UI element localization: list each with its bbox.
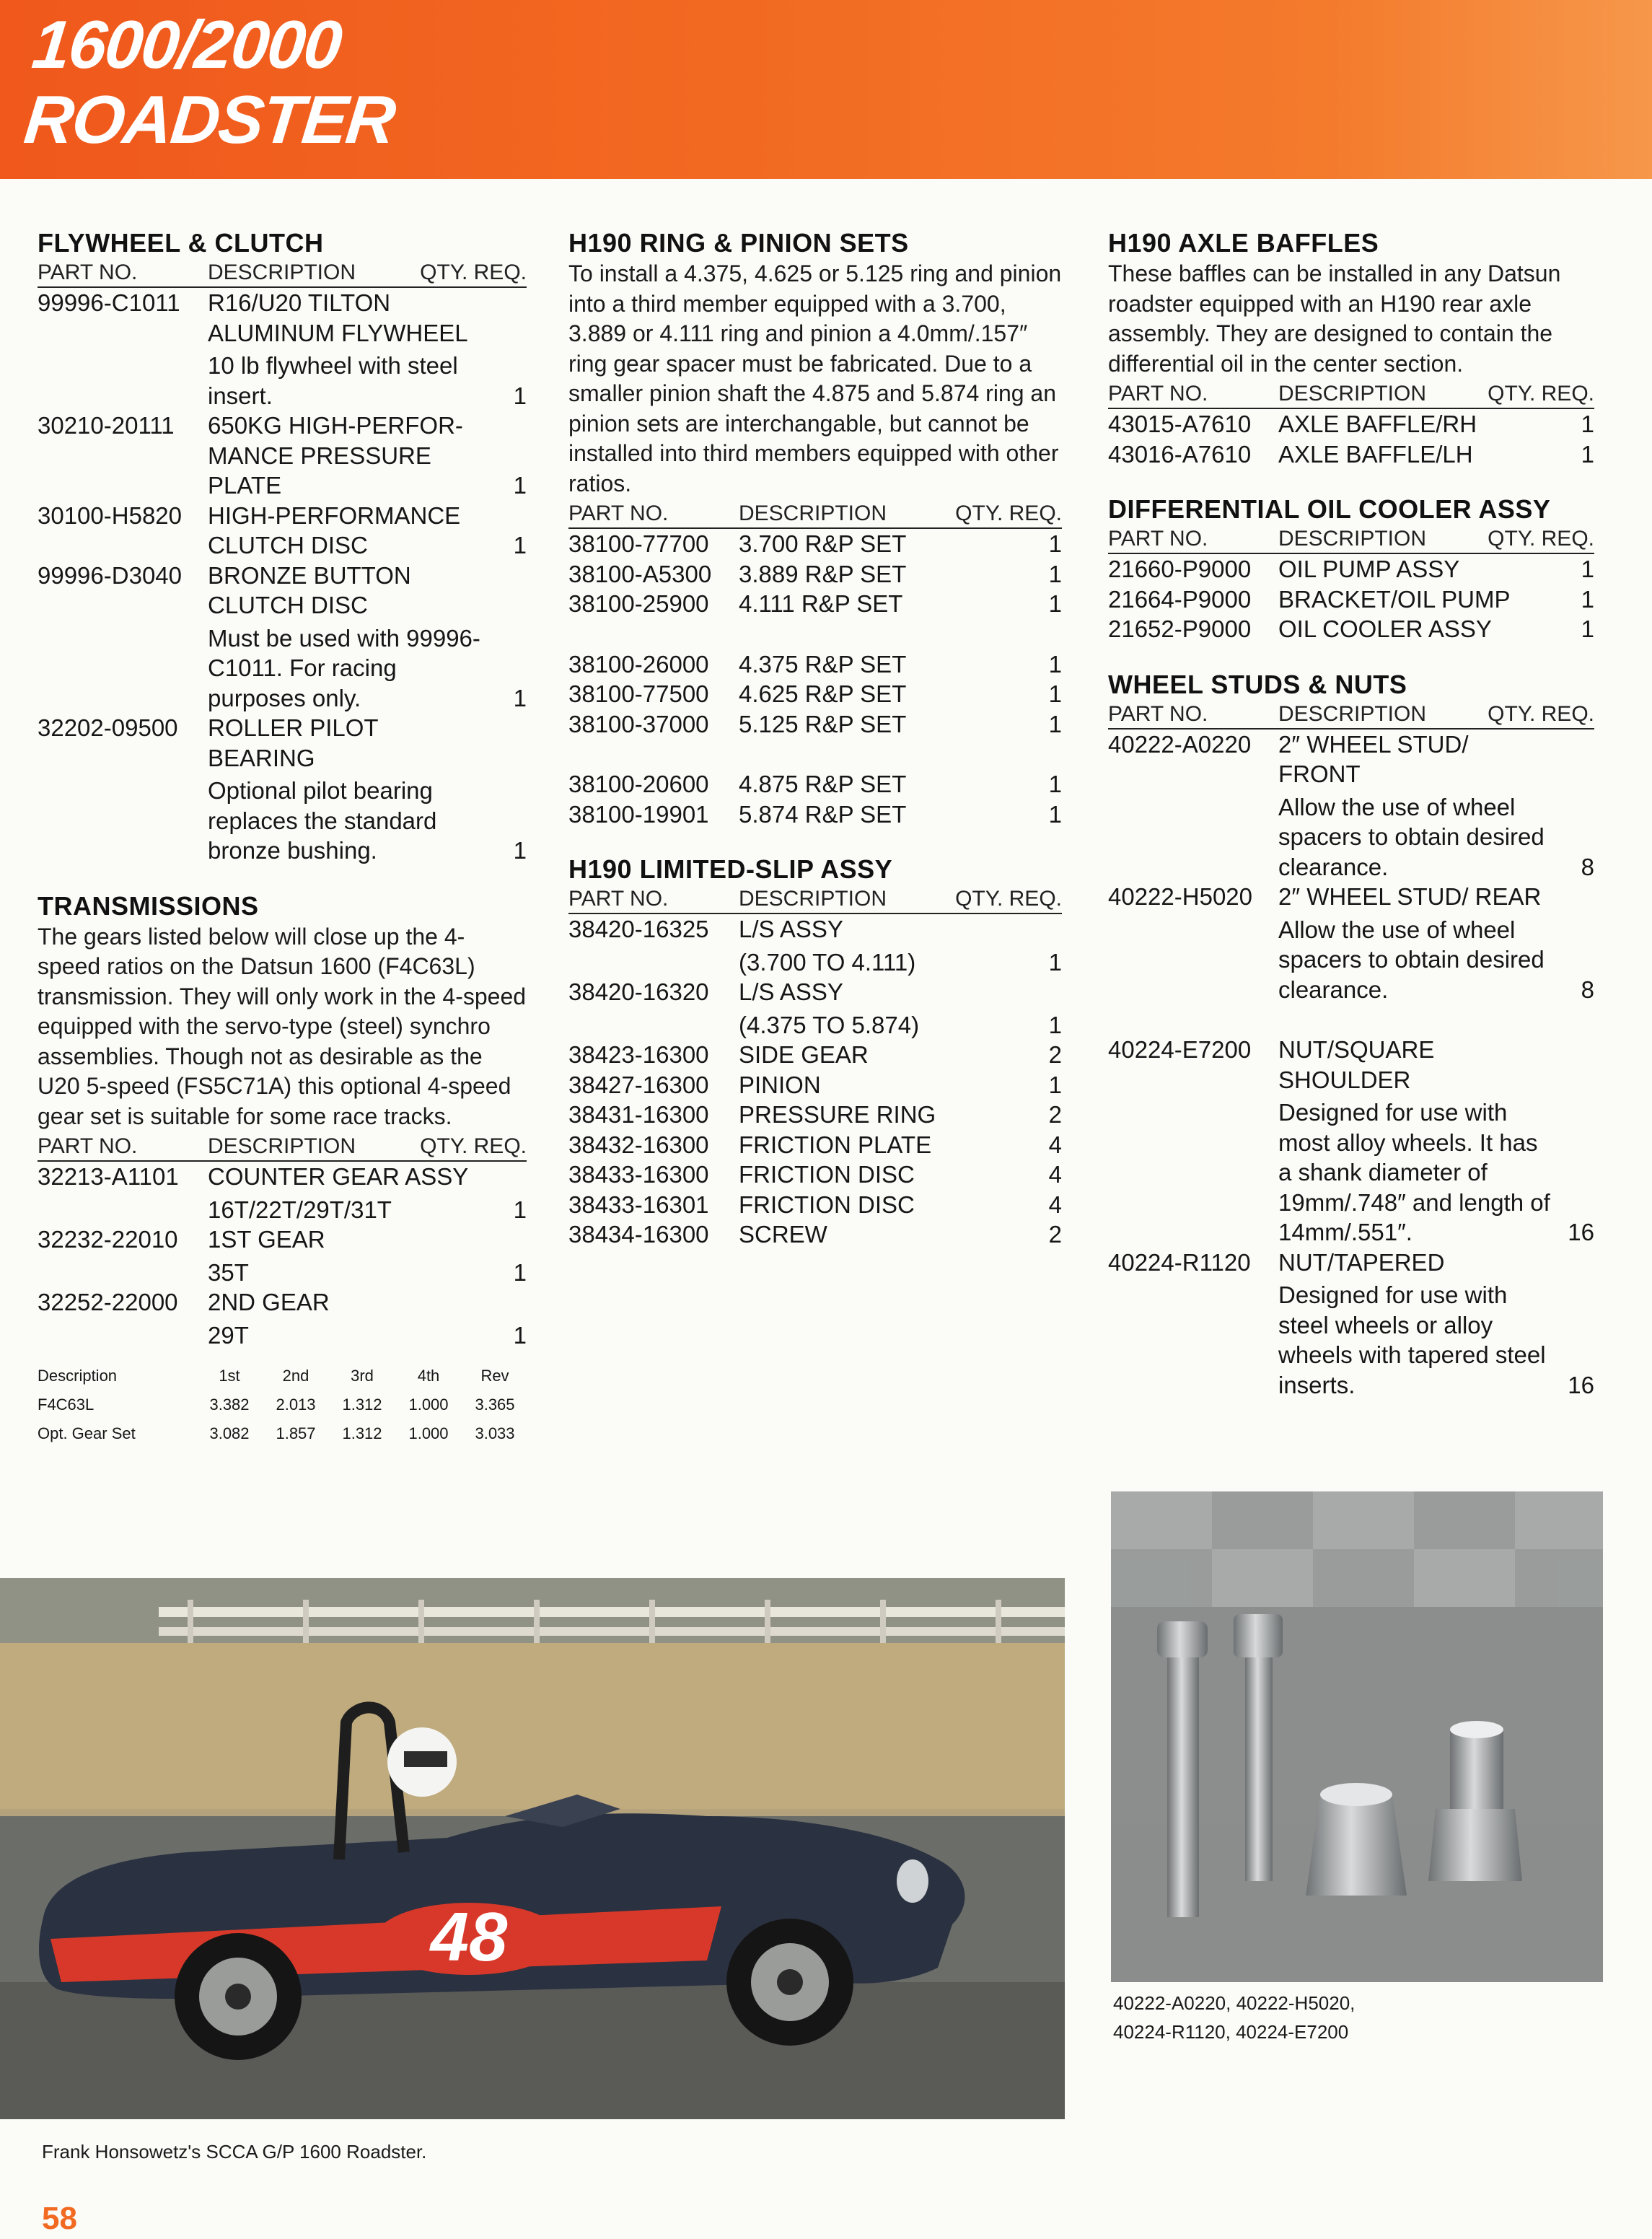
part-description	[1278, 409, 1551, 439]
section-title: H190 RING & PINION SETS	[568, 228, 909, 258]
part-qty: 16	[1568, 1219, 1594, 1245]
part-qty: 1	[1048, 680, 1062, 707]
wheel-studs-caption-line-2: 40224-R1120, 40224-E7200	[1113, 2021, 1349, 2043]
part-qty: 1	[513, 382, 527, 409]
col-description: DESCRIPTION	[739, 501, 887, 525]
page-header-band	[0, 0, 1652, 179]
part-description-text: 5.874 R&P SET	[739, 800, 907, 828]
ratio-cell: 2.013	[276, 1395, 316, 1414]
part-note: Must be used with 99996-C1011. For racing purposes only.	[208, 624, 480, 711]
ratio-cell: F4C63L	[38, 1395, 95, 1414]
part-description	[739, 1219, 1019, 1250]
ratio-cell: 3.082	[209, 1424, 250, 1442]
ratio-header-cell: 1st	[219, 1367, 240, 1385]
part-description	[739, 559, 1019, 590]
part-description-text: L/S ASSY	[739, 978, 843, 1005]
table-header	[1108, 380, 1594, 409]
wheel-studs-illustration	[1111, 1491, 1603, 1982]
part-note: Optional pilot bearing replaces the standard bronze bushing.	[208, 777, 437, 864]
part-qty: 4	[1048, 1161, 1062, 1188]
part-description-text: R16/U20 TILTON ALUMINUM FLYWHEEL	[208, 289, 468, 346]
table-row	[568, 1219, 1062, 1250]
section-oil-cooler	[1108, 494, 1594, 644]
part-number: 38100-25900	[568, 590, 709, 617]
part-description-text: AXLE BAFFLE/LH	[1278, 440, 1473, 468]
page-title	[21, 7, 686, 157]
part-qty: 4	[1048, 1131, 1062, 1158]
table-header	[38, 1133, 527, 1162]
ratio-cell: 1.000	[408, 1395, 449, 1414]
ratio-cell: 1.000	[408, 1424, 449, 1442]
part-number: 43015-A7610	[1108, 411, 1252, 437]
part-note: (4.375 TO 5.874)	[739, 1011, 920, 1038]
section-intro: These baffles can be installed in any Datsun roadster equipped with an H190 rear axle assembly. They are designed to contain the differential oil in the center section.	[1108, 260, 1561, 377]
page-title-line-1: 1600/2000	[29, 6, 345, 82]
part-number: 99996-C1011	[38, 289, 180, 316]
part-description	[208, 1162, 483, 1224]
ratio-header-cell: Rev	[480, 1367, 509, 1385]
part-description-text: PRESSURE RING	[739, 1101, 936, 1128]
part-number: 30100-H5820	[38, 501, 182, 529]
part-qty: 8	[1581, 853, 1594, 880]
part-note: Allow the use of wheel spacers to obtain desired clearance.	[1278, 916, 1545, 1003]
part-description	[739, 769, 1019, 799]
part-description-text: FRICTION DISC	[739, 1161, 915, 1188]
table-row	[568, 799, 1062, 830]
part-number: 38431-16300	[568, 1101, 709, 1128]
section-intro: The gears listed below will close up the 4-speed ratios on the Datsun 1600 (F4C63L) transmission. They will only work in the 4-speed equipped with the servo-type (steel) synchro assemblies. Though not as desirable as the U20 5-speed (FS5C71A) this optional 4-speed gear set is suitable for some race tracks.	[38, 923, 527, 1129]
table-row	[38, 1287, 527, 1350]
part-number: 38427-16300	[568, 1071, 709, 1098]
table-row	[568, 1100, 1062, 1130]
part-description	[739, 1190, 1019, 1220]
table-row	[38, 1162, 527, 1224]
table-row	[38, 288, 527, 411]
part-description-text: AXLE BAFFLE/RH	[1278, 411, 1477, 437]
section-title: DIFFERENTIAL OIL COOLER ASSY	[1108, 494, 1551, 524]
part-description	[739, 977, 1019, 1040]
part-description	[1278, 1035, 1551, 1248]
table-row	[1108, 614, 1594, 644]
page-number: 58	[42, 2201, 77, 2236]
ratio-header-cell: 3rd	[351, 1367, 374, 1385]
part-number: 38432-16300	[568, 1131, 709, 1158]
section-axle-baffles	[1108, 227, 1594, 469]
part-description-text: 4.875 R&P SET	[739, 771, 907, 797]
ratio-cell: 1.857	[276, 1424, 316, 1442]
part-qty: 8	[1581, 976, 1594, 1003]
part-number: 32202-09500	[38, 714, 178, 741]
table-header	[568, 885, 1062, 914]
part-number: 38100-20600	[568, 771, 709, 797]
part-description	[1278, 882, 1551, 1004]
col-description: DESCRIPTION	[739, 887, 887, 911]
part-number: 38433-16300	[568, 1161, 709, 1188]
table-row	[1108, 554, 1594, 584]
ratio-cell: 3.033	[475, 1424, 515, 1442]
table-row	[38, 501, 527, 561]
ratio-header-cell: 4th	[417, 1367, 440, 1385]
part-number: 21652-P9000	[1108, 615, 1252, 642]
ratio-row	[38, 1419, 528, 1448]
part-description-text: SCREW	[739, 1221, 827, 1248]
table-row	[1108, 439, 1594, 470]
table-row	[38, 1224, 527, 1287]
part-qty: 1	[1048, 530, 1062, 557]
part-qty: 1	[1048, 800, 1062, 828]
col-part-no: PART NO.	[1108, 701, 1208, 726]
table-row	[568, 529, 1062, 559]
column-left	[38, 227, 527, 1473]
part-note: 29T	[208, 1321, 249, 1349]
section-intro: To install a 4.375, 4.625 or 5.125 ring and pinion into a third member equipped with a 3.700, 3.889 or 4.111 ring and pinion a 4.0mm/.157″ ring gear spacer must be fabricated. Due to a smaller pinion shaft the 4.875 and 5.874 ring an pinion sets are interchangable, but cannot be installed into third members equipped with other ratios.	[568, 260, 1062, 496]
table-row	[1108, 1248, 1594, 1401]
col-qty: QTY. REQ.	[420, 260, 527, 284]
part-qty: 2	[1048, 1221, 1062, 1248]
section-wheel-studs	[1108, 669, 1594, 1401]
car-number: 48	[430, 1898, 508, 1976]
section-title: FLYWHEEL & CLUTCH	[38, 228, 324, 258]
part-qty: 4	[1048, 1191, 1062, 1218]
section-transmissions	[38, 890, 527, 1449]
part-qty: 1	[1048, 560, 1062, 587]
section-ring-pinion	[568, 227, 1062, 829]
part-description-text: 3.700 R&P SET	[739, 530, 907, 557]
part-qty: 1	[1048, 710, 1062, 737]
part-description	[208, 713, 483, 866]
column-right	[1108, 227, 1594, 1424]
table-header	[568, 500, 1062, 529]
part-description-text: 2″ WHEEL STUD/ FRONT	[1278, 730, 1469, 787]
table-row	[568, 1190, 1062, 1220]
part-description	[739, 914, 1019, 977]
part-description	[739, 649, 1019, 680]
part-description	[208, 411, 483, 501]
part-number: 38434-16300	[568, 1221, 709, 1248]
table-row	[568, 1160, 1062, 1190]
ratio-row	[38, 1390, 528, 1419]
part-description	[739, 1070, 1019, 1100]
part-description	[739, 1100, 1019, 1130]
part-description-text: 4.375 R&P SET	[739, 650, 907, 678]
part-number: 38420-16325	[568, 916, 709, 942]
table-row	[568, 589, 1062, 619]
part-number: 38100-19901	[568, 800, 709, 828]
col-description: DESCRIPTION	[1278, 382, 1427, 406]
race-car-caption: Frank Honsowetz's SCCA G/P 1600 Roadster.	[42, 2141, 427, 2163]
table-row	[568, 977, 1062, 1040]
col-part-no: PART NO.	[38, 260, 138, 284]
part-description-text: SIDE GEAR	[739, 1041, 869, 1068]
col-part-no: PART NO.	[1108, 382, 1208, 406]
part-description	[208, 288, 483, 411]
part-description-text: 650KG HIGH-PERFOR-MANCE PRESSURE PLATE	[208, 412, 463, 499]
ratio-cell: 3.365	[475, 1395, 515, 1414]
part-description	[1278, 554, 1551, 584]
part-number: 38100-26000	[568, 650, 709, 678]
part-description	[1278, 584, 1551, 615]
part-description-text: L/S ASSY	[739, 916, 843, 942]
col-qty: QTY. REQ.	[1488, 701, 1594, 726]
part-number: 32213-A1101	[38, 1163, 179, 1190]
part-number: 38423-16300	[568, 1041, 709, 1068]
part-number: 38433-16301	[568, 1191, 709, 1218]
part-qty: 1	[1048, 1071, 1062, 1098]
table-row	[568, 1130, 1062, 1160]
part-number: 21664-P9000	[1108, 585, 1252, 613]
part-description-text: FRICTION PLATE	[739, 1131, 932, 1158]
part-description	[1278, 1248, 1551, 1401]
part-number: 40222-A0220	[1108, 730, 1252, 758]
part-description-text: BRONZE BUTTON CLUTCH DISC	[208, 561, 411, 618]
part-note: (3.700 TO 4.111)	[739, 948, 916, 976]
section-title: H190 AXLE BAFFLES	[1108, 228, 1379, 258]
table-row	[1108, 409, 1594, 439]
col-qty: QTY. REQ.	[1488, 382, 1594, 406]
part-qty: 16	[1568, 1371, 1594, 1398]
column-middle	[568, 227, 1062, 1274]
part-number: 38420-16320	[568, 978, 709, 1005]
part-qty: 1	[513, 684, 527, 711]
table-header	[1108, 701, 1594, 729]
part-description	[739, 1040, 1019, 1070]
table-row	[568, 1070, 1062, 1100]
wheel-studs-photo	[1111, 1491, 1603, 1982]
part-description	[1278, 729, 1551, 882]
part-description-text: 1ST GEAR	[208, 1226, 325, 1253]
part-number: 38100-77500	[568, 680, 709, 707]
section-flywheel-clutch	[38, 227, 527, 866]
part-description-text: NUT/TAPERED	[1278, 1248, 1445, 1276]
col-description: DESCRIPTION	[208, 1134, 356, 1158]
part-description	[208, 501, 483, 561]
part-qty: 1	[1048, 590, 1062, 617]
part-qty: 1	[1581, 615, 1594, 642]
part-qty: 1	[1048, 948, 1062, 976]
part-description-text: BRACKET/OIL PUMP	[1278, 585, 1511, 613]
ratio-cell: 1.312	[342, 1424, 382, 1442]
part-qty: 1	[513, 837, 527, 864]
part-qty: 2	[1048, 1101, 1062, 1128]
part-note: 16T/22T/29T/31T	[208, 1196, 392, 1223]
table-row	[568, 914, 1062, 977]
part-qty: 1	[1581, 411, 1594, 437]
part-description-text: OIL COOLER ASSY	[1278, 615, 1492, 642]
table-row	[568, 1040, 1062, 1070]
table-header	[1108, 525, 1594, 554]
part-description	[739, 1160, 1019, 1190]
table-row	[568, 649, 1062, 680]
wheel-studs-caption-line-1: 40222-A0220, 40222-H5020,	[1113, 1992, 1356, 2014]
ratio-cell: Opt. Gear Set	[38, 1424, 136, 1442]
part-qty: 1	[1048, 650, 1062, 678]
part-number: 30210-20111	[38, 412, 175, 439]
part-description	[739, 529, 1019, 559]
part-qty: 1	[513, 472, 527, 499]
ratio-cell: 1.312	[342, 1395, 382, 1414]
part-description-text: PINION	[739, 1071, 821, 1098]
part-number: 38100-77700	[568, 530, 709, 557]
part-description	[739, 709, 1019, 740]
part-number: 40222-H5020	[1108, 883, 1252, 910]
part-number: 21660-P9000	[1108, 556, 1252, 582]
part-description-text: 4.625 R&P SET	[739, 680, 907, 707]
part-qty: 1	[513, 1258, 527, 1286]
ratio-header-cell: 2nd	[282, 1367, 309, 1385]
part-description-text: COUNTER GEAR ASSY	[208, 1163, 469, 1190]
part-note: Designed for use with steel wheels or alloy wheels with tapered steel inserts.	[1278, 1281, 1546, 1398]
ratio-header-row	[38, 1362, 528, 1390]
section-title: H190 LIMITED-SLIP ASSY	[568, 854, 893, 884]
table-header	[38, 259, 527, 288]
part-description	[208, 1224, 483, 1287]
part-note: Allow the use of wheel spacers to obtain desired clearance.	[1278, 793, 1545, 880]
part-description-text: NUT/SQUARE SHOULDER	[1278, 1036, 1435, 1093]
part-description	[208, 1287, 483, 1350]
race-car-illustration	[0, 1578, 1065, 2119]
section-title: WHEEL STUDS & NUTS	[1108, 669, 1407, 699]
part-description	[739, 679, 1019, 709]
part-description-text: 2″ WHEEL STUD/ REAR	[1278, 883, 1542, 910]
ratio-cell: 3.382	[209, 1395, 250, 1414]
part-qty: 1	[513, 532, 527, 558]
part-description-text: 3.889 R&P SET	[739, 560, 907, 587]
part-number: 40224-E7200	[1108, 1036, 1252, 1063]
col-qty: QTY. REQ.	[955, 887, 1062, 911]
part-qty: 1	[513, 1321, 527, 1349]
table-row	[568, 559, 1062, 590]
part-description	[739, 589, 1019, 619]
part-description-text: ROLLER PILOT BEARING	[208, 714, 378, 771]
part-description	[208, 561, 483, 714]
part-description	[1278, 614, 1551, 644]
part-number: 99996-D3040	[38, 561, 182, 589]
part-qty: 1	[1048, 771, 1062, 797]
table-row	[568, 679, 1062, 709]
part-qty: 2	[1048, 1041, 1062, 1068]
section-title: TRANSMISSIONS	[38, 890, 259, 921]
section-limited-slip	[568, 854, 1062, 1250]
part-description	[739, 799, 1019, 830]
table-row	[1108, 729, 1594, 882]
table-row	[38, 561, 527, 714]
part-number: 38100-37000	[568, 710, 709, 737]
table-row	[1108, 1035, 1594, 1248]
col-qty: QTY. REQ.	[955, 501, 1062, 525]
part-qty: 1	[1581, 585, 1594, 613]
part-number: 43016-A7610	[1108, 440, 1252, 468]
col-part-no: PART NO.	[568, 501, 669, 525]
part-qty: 1	[513, 1196, 527, 1223]
col-description: DESCRIPTION	[208, 260, 356, 284]
part-description-text: OIL PUMP ASSY	[1278, 556, 1460, 582]
col-qty: QTY. REQ.	[420, 1134, 527, 1158]
table-row	[1108, 882, 1594, 1004]
table-row	[38, 411, 527, 501]
part-description-text: 2ND GEAR	[208, 1289, 330, 1315]
col-part-no: PART NO.	[38, 1134, 138, 1158]
table-row	[1108, 584, 1594, 615]
part-number: 32232-22010	[38, 1226, 178, 1253]
col-description: DESCRIPTION	[1278, 701, 1427, 726]
part-note: 35T	[208, 1258, 249, 1286]
part-description-text: HIGH-PERFORMANCE CLUTCH DISC	[208, 501, 461, 558]
ratio-header-cell: Description	[38, 1367, 118, 1385]
page-title-line-2: ROADSTER	[21, 82, 398, 157]
col-part-no: PART NO.	[568, 887, 669, 911]
part-description	[739, 1130, 1019, 1160]
part-number: 40224-R1120	[1108, 1248, 1251, 1276]
part-description-text: FRICTION DISC	[739, 1191, 915, 1218]
table-row	[568, 709, 1062, 740]
col-part-no: PART NO.	[1108, 527, 1208, 551]
part-qty: 1	[1048, 1011, 1062, 1038]
part-number: 38100-A5300	[568, 560, 712, 587]
col-description: DESCRIPTION	[1278, 527, 1427, 551]
part-qty: 1	[1581, 440, 1594, 468]
gear-ratio-table	[38, 1362, 528, 1448]
table-row	[568, 769, 1062, 799]
col-qty: QTY. REQ.	[1488, 527, 1594, 551]
part-description	[1278, 439, 1551, 470]
part-note: Designed for use with most alloy wheels. It has a shank diameter of 19mm/.748″ and length of 14mm/.551″.	[1278, 1099, 1550, 1245]
part-description-text: 4.111 R&P SET	[739, 590, 903, 617]
race-car-photo	[0, 1578, 1065, 2119]
table-row	[38, 713, 527, 866]
part-note: 10 lb flywheel with steel insert.	[208, 352, 458, 409]
part-description-text: 5.125 R&P SET	[739, 710, 907, 737]
part-number: 32252-22000	[38, 1289, 178, 1315]
part-qty: 1	[1581, 556, 1594, 582]
